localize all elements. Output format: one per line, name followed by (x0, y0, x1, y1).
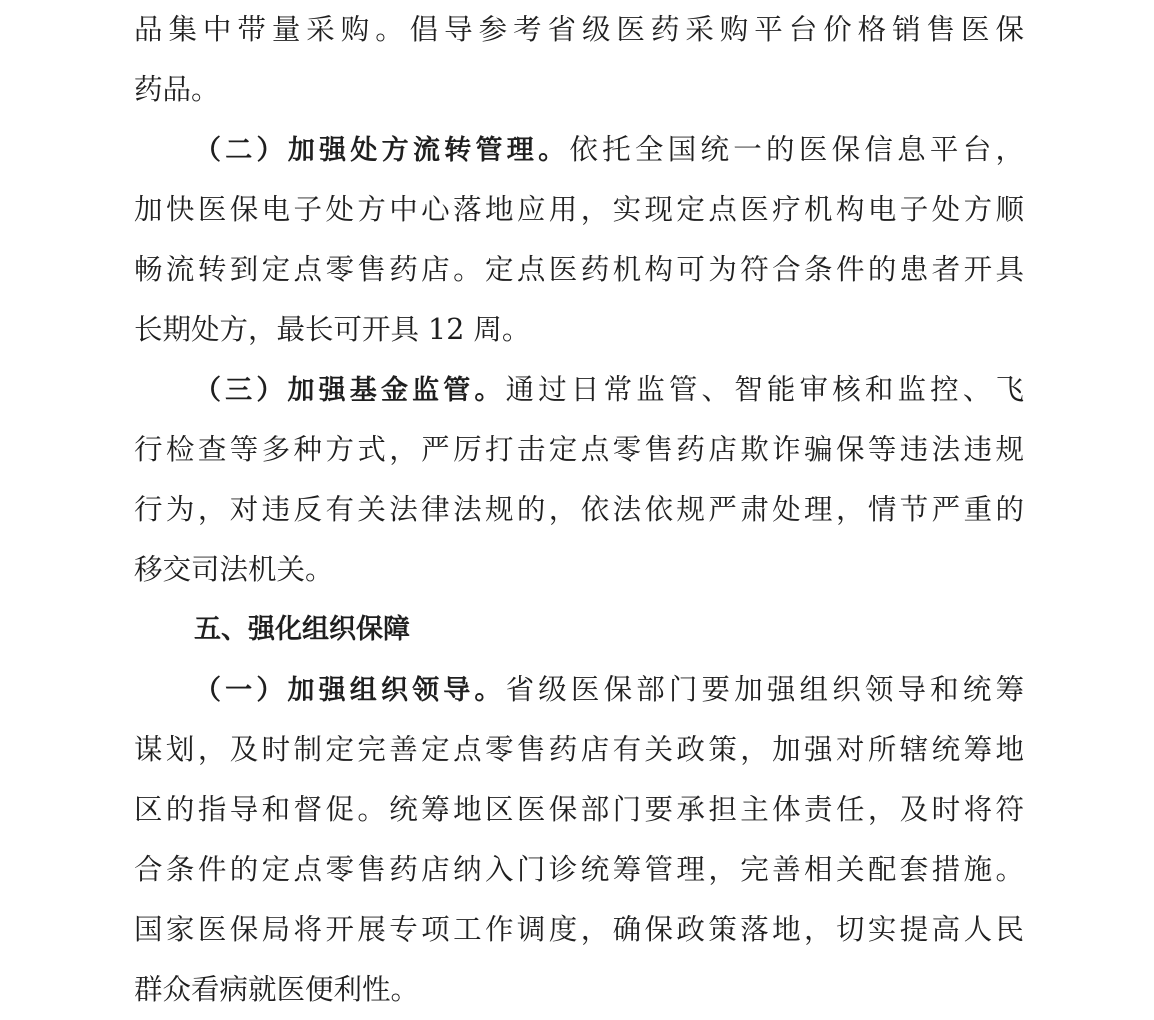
subsection-heading: （一）加强组织领导。 (194, 675, 506, 706)
paragraph-line (134, 540, 1024, 600)
subsection-heading: （三）加强基金监管。 (194, 375, 506, 406)
line-text: 品集中带量采购。倡导参考省级医药采购平台价格销售医保 (134, 13, 1024, 46)
paragraph-line (134, 0, 1024, 60)
paragraph-line (134, 840, 1024, 900)
line-text: 通过日常监管、智能审核和监控、飞 (505, 373, 1024, 406)
paragraph-line (134, 420, 1024, 480)
line-text: 畅流转到定点零售药店。定点医药机构可为符合条件的患者开具 (134, 253, 1024, 286)
line-text: 谋划，及时制定完善定点零售药店有关政策，加强对所辖统筹地 (134, 733, 1024, 766)
paragraph-line (134, 180, 1024, 240)
line-text: 药品。 (134, 73, 220, 106)
line-text: 合条件的定点零售药店纳入门诊统筹管理，完善相关配套措施。 (134, 853, 1024, 886)
paragraph-line (134, 960, 1024, 1020)
line-text: 区的指导和督促。统筹地区医保部门要承担主体责任，及时将符 (134, 793, 1024, 826)
paragraph-line (134, 480, 1024, 540)
line-text: 群众看病就医便利性。 (134, 973, 420, 1006)
line-text: 长期处方，最长可开具 12 周。 (134, 313, 531, 346)
line-text: 国家医保局将开展专项工作调度，确保政策落地，切实提高人民 (134, 913, 1024, 946)
line-text: 移交司法机关。 (134, 553, 334, 586)
line-text: 省级医保部门要加强组织领导和统筹 (505, 673, 1024, 706)
line-text: 行检查等多种方式，严厉打击定点零售药店欺诈骗保等违法违规 (134, 433, 1024, 466)
paragraph-line-subheading (194, 360, 1024, 420)
paragraph-line (134, 900, 1024, 960)
paragraph-line (134, 300, 1024, 360)
section-title (194, 600, 1024, 660)
section-title-text: 五、强化组织保障 (194, 614, 410, 645)
paragraph-line (134, 240, 1024, 300)
line-text: 依托全国统一的医保信息平台， (569, 133, 1024, 166)
paragraph-line (134, 780, 1024, 840)
paragraph-line-subheading (194, 660, 1024, 720)
subsection-heading: （二）加强处方流转管理。 (194, 135, 570, 166)
line-text: 行为，对违反有关法律法规的，依法依规严肃处理，情节严重的 (134, 493, 1024, 526)
paragraph-line (134, 720, 1024, 780)
line-text: 加快医保电子处方中心落地应用，实现定点医疗机构电子处方顺 (134, 193, 1024, 226)
paragraph-line-subheading (194, 120, 1024, 180)
paragraph-line (134, 60, 1024, 120)
